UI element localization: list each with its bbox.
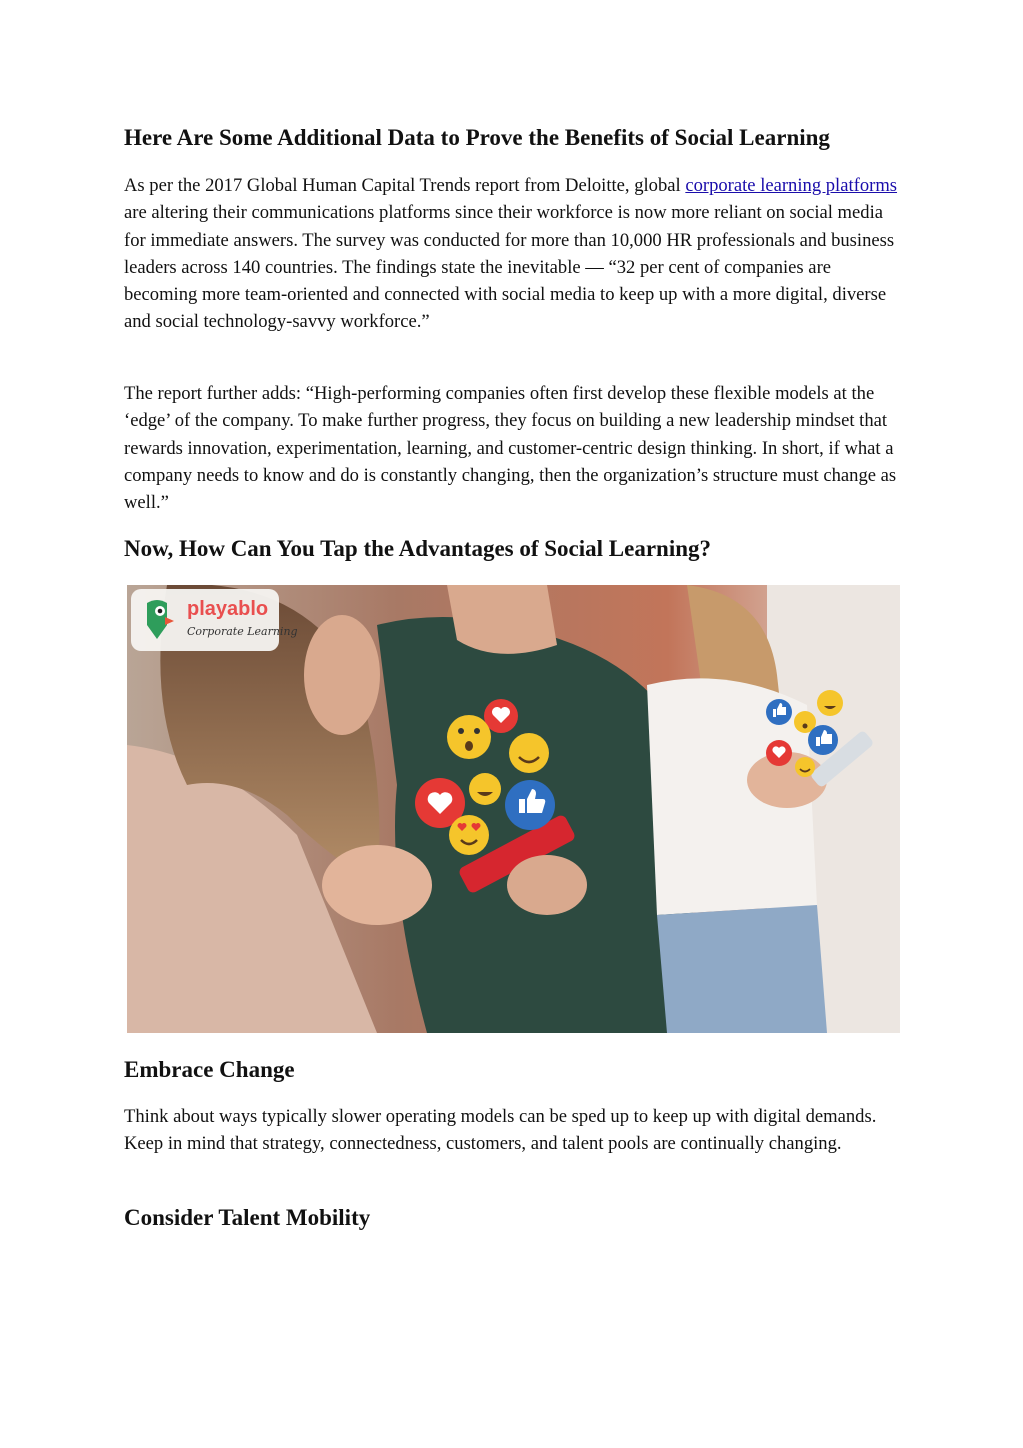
like-icon [766, 699, 792, 725]
heading-embrace-change: Embrace Change [124, 1057, 295, 1082]
smile-emoji-icon [509, 733, 549, 773]
paragraph-text-before-link: As per the 2017 Global Human Capital Trends report from Deloitte, global [124, 175, 686, 196]
heading-talent-mobility: Consider Talent Mobility [124, 1205, 371, 1230]
like-icon [505, 780, 555, 830]
logo-tagline: Corporate Learning [187, 625, 298, 638]
heart-eyes-emoji-icon [449, 815, 489, 855]
paragraph-embrace-change: Think about ways typically slower operating models can be sped up to keep up with digital demands. Keep in mind that strategy, connectedness, customers, and talent pools are continually changing. [124, 1106, 877, 1155]
heading-tap-advantages: Now, How Can You Tap the Advantages of Social Learning? [124, 536, 712, 561]
paragraph-deloitte-report [124, 172, 904, 336]
heart-icon [484, 699, 518, 733]
smile-emoji-icon [795, 757, 815, 777]
heading-additional-data: Here Are Some Additional Data to Prove the Benefits of Social Learning [124, 125, 830, 150]
logo-wordmark: playablo [187, 598, 269, 620]
corporate-learning-platforms-link[interactable]: corporate learning platforms [685, 175, 898, 196]
grin-emoji-icon [469, 773, 501, 805]
like-icon [808, 725, 838, 755]
surprised-emoji-icon [447, 715, 491, 759]
paragraph-text-after-link: are altering their communications platforms since their workforce is now more reliant on social media for immediate answers. The survey was conducted for more than 10,000 HR professionals and business leaders across 140 countries. The findings state the inevitable — “32 per cent of companies are becoming more team-oriented and connected with social media to keep up with a more digital, diverse and social technology-savvy workforce.” [124, 202, 895, 333]
grin-emoji-icon [817, 690, 843, 716]
playablo-logo [131, 589, 298, 651]
social-learning-photo [127, 585, 900, 1033]
paragraph-report-adds: The report further adds: “High-performing companies often first develop these flexible models at the ‘edge’ of the company. To make further progress, they focus on building a new leadership mindset that rewards innovation, experimentation, learning, and customer-centric design thinking. In short, if what a company needs to know and do is constantly changing, then the organization’s structure must change as well.” [124, 383, 897, 514]
heart-icon [766, 740, 792, 766]
